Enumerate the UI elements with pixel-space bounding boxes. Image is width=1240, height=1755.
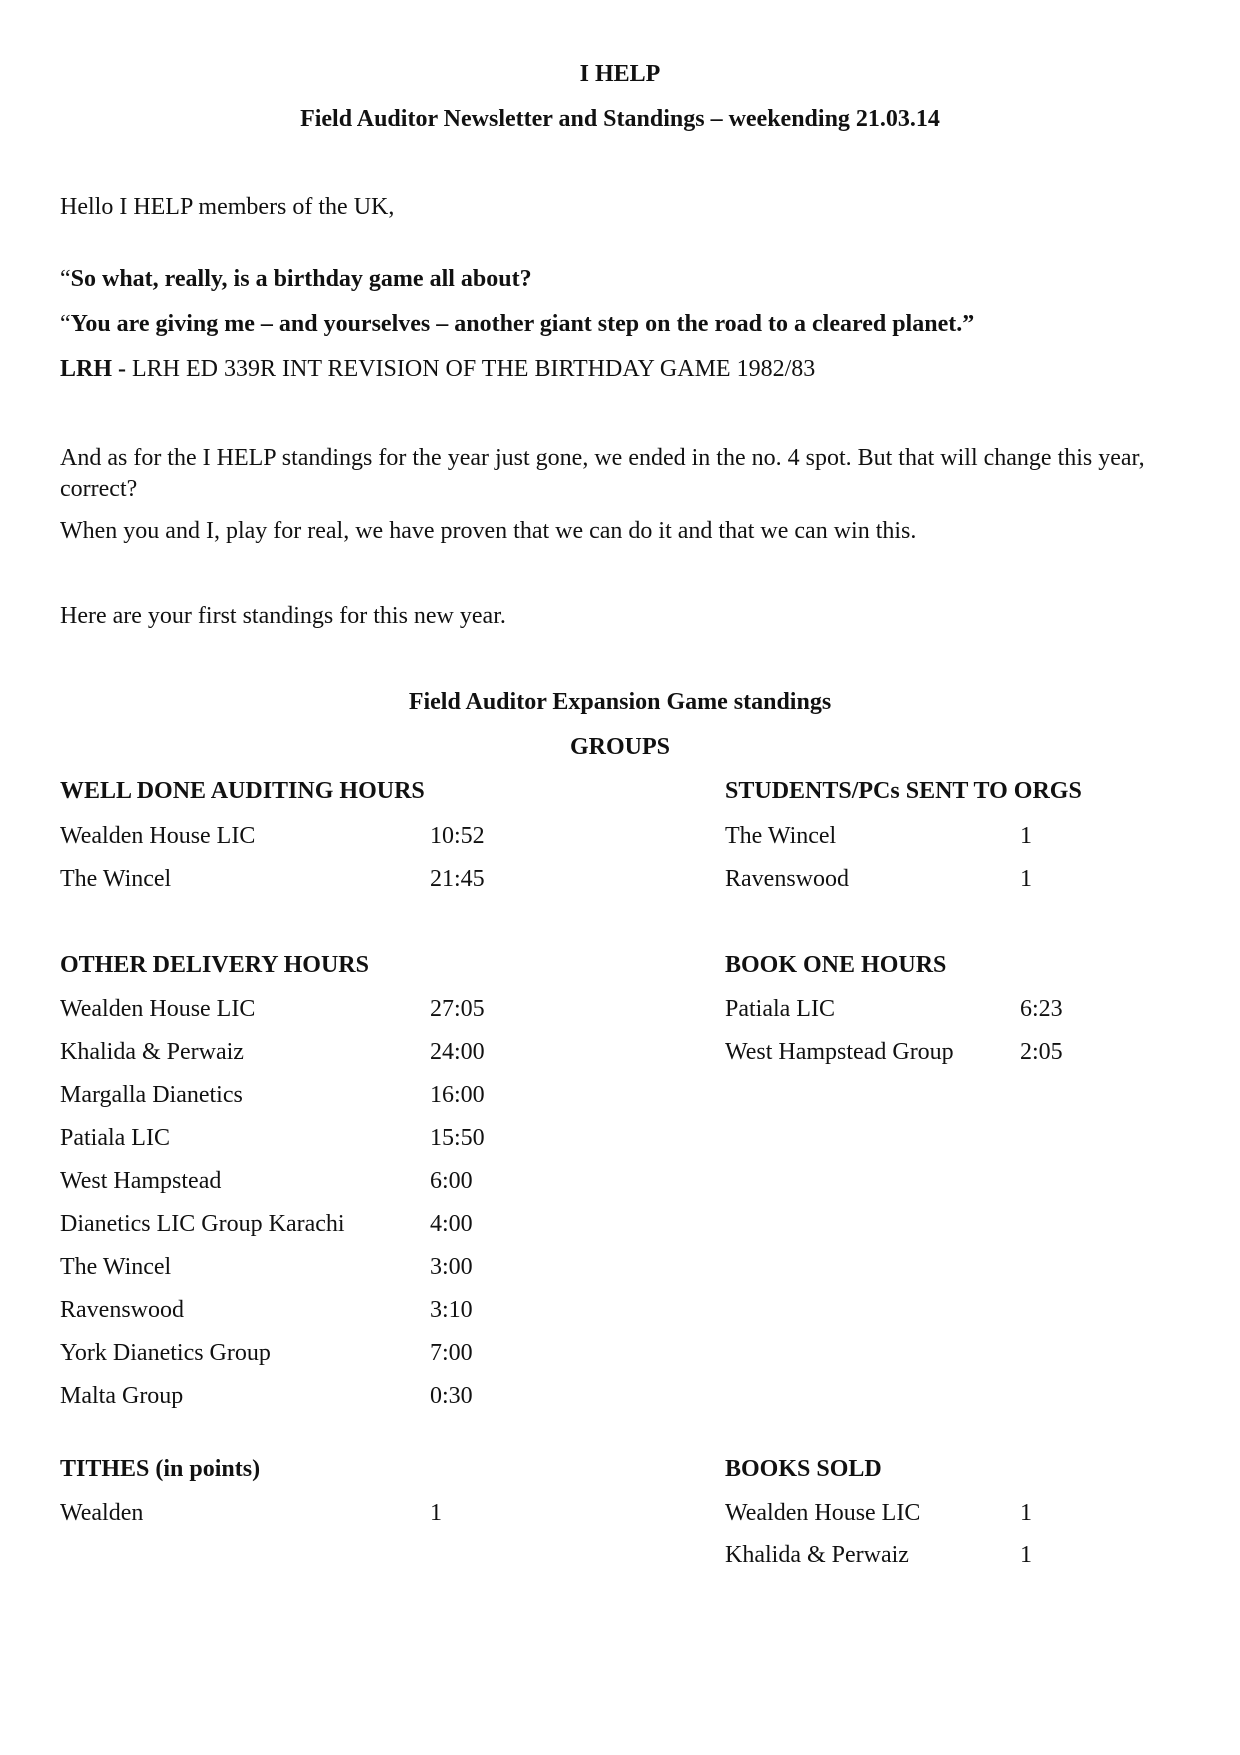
quote-source — [60, 355, 815, 384]
paragraph-play-for-real: When you and I, play for real, we have proven that we can do it and that we can win this. — [60, 518, 917, 544]
hours-value: 10:52 — [430, 823, 485, 849]
group-name: Wealden House LIC — [60, 996, 256, 1022]
groups-label: GROUPS — [569, 734, 670, 760]
points-value: 1 — [430, 1500, 442, 1526]
hours-value: 7:00 — [430, 1340, 473, 1366]
group-name: Khalida & Perwaiz — [60, 1039, 244, 1065]
hours-value: 21:45 — [430, 866, 485, 892]
book-one-heading: BOOK ONE HOURS — [725, 952, 947, 978]
hours-value: 3:10 — [430, 1297, 473, 1323]
count-value: 1 — [1020, 823, 1032, 849]
hours-value: 4:00 — [430, 1211, 473, 1237]
group-name: The Wincel — [725, 823, 837, 849]
quote-text-2: You are giving me – and yourselves – another giant step on the road to a cleared planet. — [70, 311, 963, 337]
students-sent-heading: STUDENTS/PCs SENT TO ORGS — [725, 778, 1082, 804]
document-subtitle: Field Auditor Newsletter and Standings – weekending 21.03.14 — [300, 106, 940, 132]
paragraph-first-standings: Here are your first standings for this new year. — [60, 603, 506, 629]
greeting: Hello I HELP members of the UK, — [60, 194, 395, 220]
document-title: I HELP — [579, 61, 661, 87]
group-name: Wealden — [60, 1500, 144, 1526]
group-name: West Hampstead — [60, 1168, 222, 1194]
group-name: Wealden House LIC — [725, 1500, 921, 1526]
quote-open-mark-2: “ — [60, 311, 71, 337]
hours-value: 16:00 — [430, 1082, 485, 1108]
group-name: Margalla Dianetics — [60, 1082, 243, 1108]
tithes-heading: TITHES (in points) — [60, 1456, 261, 1482]
other-delivery-heading: OTHER DELIVERY HOURS — [60, 952, 369, 978]
hours-value: 15:50 — [430, 1125, 485, 1151]
group-name: Ravenswood — [60, 1297, 184, 1323]
hours-value: 27:05 — [430, 996, 485, 1022]
quote-text-1: So what, really, is a birthday game all about? — [70, 266, 532, 292]
group-name: Patiala LIC — [725, 996, 835, 1022]
paragraph-standings-recap: And as for the I HELP standings for the year just gone, we ended in the no. 4 spot. But that will change this year, correct? — [60, 445, 1145, 502]
standings-title: Field Auditor Expansion Game standings — [408, 689, 832, 715]
quote-line-2 — [60, 310, 974, 339]
count-value: 1 — [1020, 1542, 1032, 1568]
hours-value: 6:00 — [430, 1168, 473, 1194]
group-name: The Wincel — [60, 866, 172, 892]
group-name: West Hampstead Group — [725, 1039, 954, 1065]
group-name: Patiala LIC — [60, 1125, 170, 1151]
well-done-heading: WELL DONE AUDITING HOURS — [60, 778, 425, 804]
source-text: LRH ED 339R INT REVISION OF THE BIRTHDAY GAME 1982/83 — [126, 356, 816, 382]
hours-value: 6:23 — [1020, 996, 1063, 1022]
quote-line-1 — [60, 265, 532, 294]
books-sold-heading: BOOKS SOLD — [725, 1456, 882, 1482]
group-name: The Wincel — [60, 1254, 172, 1280]
group-name: York Dianetics Group — [60, 1340, 271, 1366]
count-value: 1 — [1020, 866, 1032, 892]
count-value: 1 — [1020, 1500, 1032, 1526]
source-label: LRH - — [60, 356, 126, 382]
quote-close-mark: ” — [962, 311, 975, 337]
hours-value: 0:30 — [430, 1383, 473, 1409]
group-name: Khalida & Perwaiz — [725, 1542, 909, 1568]
hours-value: 2:05 — [1020, 1039, 1063, 1065]
group-name: Malta Group — [60, 1383, 184, 1409]
quote-open-mark: “ — [60, 266, 71, 292]
hours-value: 3:00 — [430, 1254, 473, 1280]
group-name: Wealden House LIC — [60, 823, 256, 849]
group-name: Ravenswood — [725, 866, 849, 892]
hours-value: 24:00 — [430, 1039, 485, 1065]
group-name: Dianetics LIC Group Karachi — [60, 1211, 345, 1237]
